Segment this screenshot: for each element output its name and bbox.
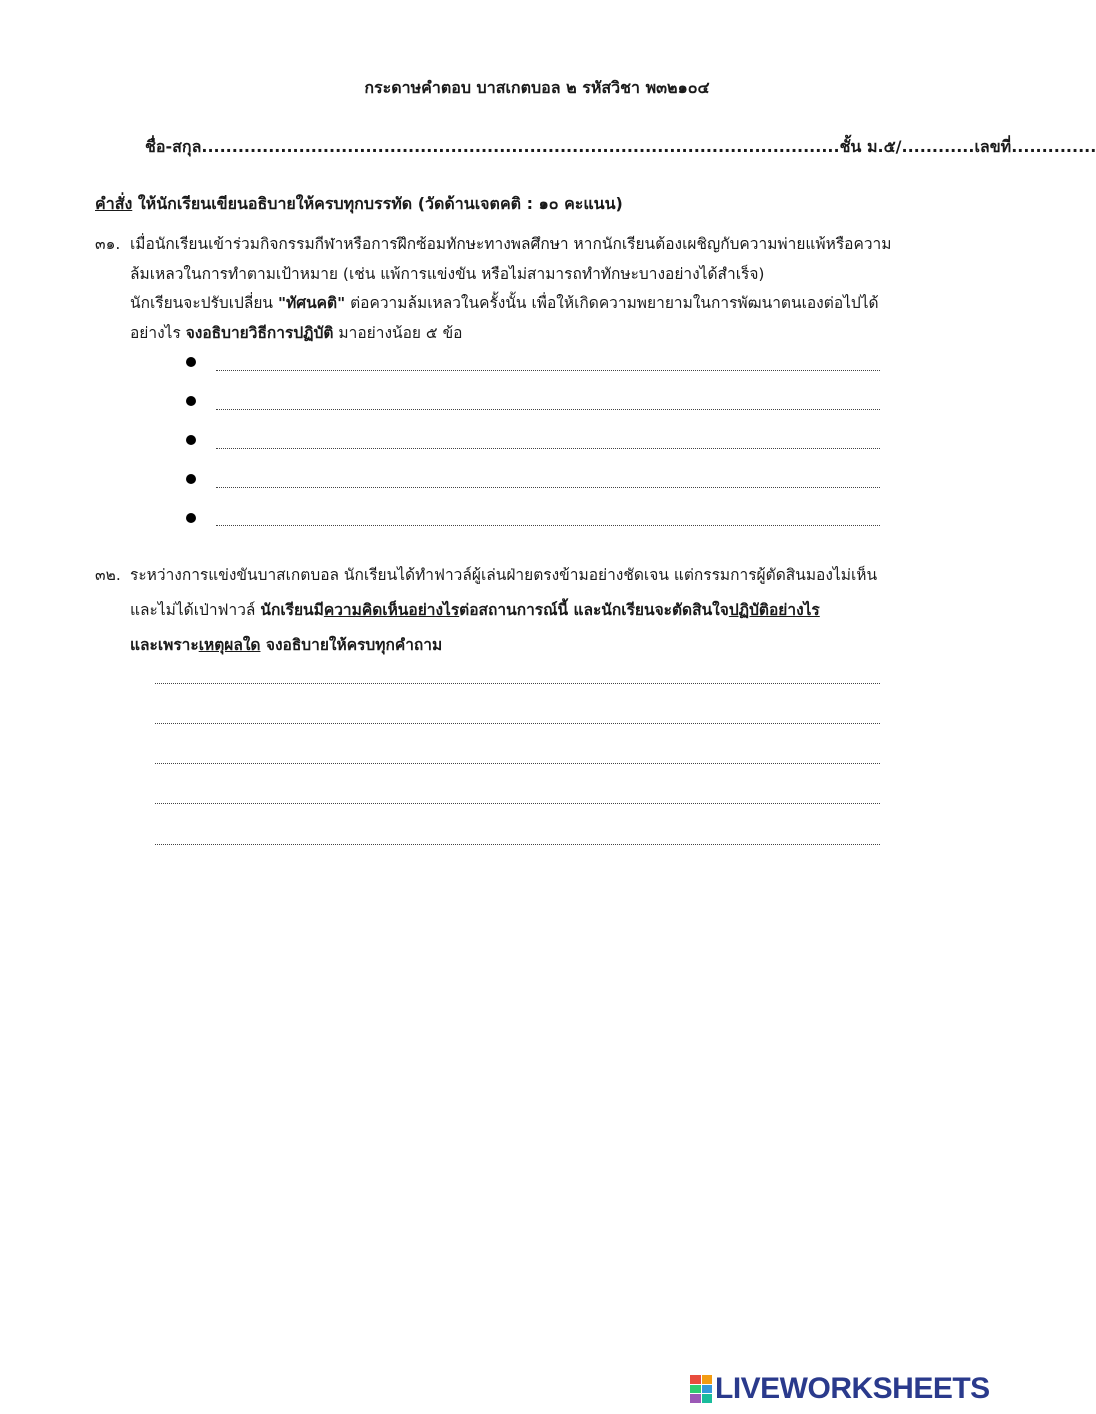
bullet-icon xyxy=(186,474,196,484)
q32-line2-bold: นักเรียนมี xyxy=(260,601,324,619)
q31-line3-rest: ต่อความล้มเหลวในครั้งนั้น เพื่อให้เกิดความพยายามในการพัฒนาตนเองต่อไปได้ xyxy=(345,294,879,312)
q31-method-term: จงอธิบายวิธีการปฏิบัติ xyxy=(185,324,334,342)
q32-answer-line-2[interactable] xyxy=(155,723,880,724)
liveworksheets-mark-icon xyxy=(690,1375,712,1403)
instructions xyxy=(95,192,623,217)
q31-answer-line-3[interactable] xyxy=(216,448,880,449)
q32-line3-rest: จงอธิบายให้ครบทุกคำถาม xyxy=(260,636,443,654)
q31-line4-text: อย่างไร xyxy=(130,324,186,342)
q32-answer-line-5[interactable] xyxy=(155,844,880,845)
q31-attitude-term: "ทัศนคติ" xyxy=(277,294,346,312)
q31-line4-rest: มาอย่างน้อย ๕ ข้อ xyxy=(333,324,463,342)
instructions-label: คำสั่ง xyxy=(95,194,133,213)
bullet-icon xyxy=(186,435,196,445)
q32-answer-line-1[interactable] xyxy=(155,683,880,684)
name-class-number-field: ชื่อ-สกุล.........................................................................................................ชั้น ม.๕/............เลขที่.............. xyxy=(145,137,1096,156)
q31-line4 xyxy=(130,320,463,345)
liveworksheets-logo xyxy=(690,1374,990,1404)
q32-number: ๓๒. xyxy=(95,566,121,584)
q31-line3 xyxy=(130,290,879,315)
q32-action-term: ปฏิบัติอย่างไร xyxy=(728,601,820,619)
q31-number: ๓๑. xyxy=(95,235,121,253)
q31-line1: เมื่อนักเรียนเข้าร่วมกิจกรรมกีฬาหรือการฝึกซ้อมทักษะทางพลศึกษา หากนักเรียนต้องเผชิญกับความพ่ายแพ้หรือความ xyxy=(130,235,892,253)
bullet-icon xyxy=(186,357,196,367)
q32-answer-line-3[interactable] xyxy=(155,763,880,764)
q32-answer-line-4[interactable] xyxy=(155,803,880,804)
q32-line1: ระหว่างการแข่งขันบาสเกตบอล นักเรียนได้ทำฟาวล์ผู้เล่นฝ่ายตรงข้ามอย่างชัดเจน แต่กรรมการผู้ตัดสินมองไม่เห็น xyxy=(130,566,878,584)
q32-line2 xyxy=(130,597,820,622)
q31-answer-line-5[interactable] xyxy=(216,525,880,526)
q31-answer-line-1[interactable] xyxy=(216,370,880,371)
bullet-icon xyxy=(186,396,196,406)
q32-line2-bold-2: ต่อสถานการณ์นี้ และนักเรียนจะตัดสินใจ xyxy=(459,601,729,619)
page-title: กระดาษคำตอบ บาสเกตบอล ๒ รหัสวิชา พ๓๒๑๐๔ xyxy=(364,78,710,97)
q31-answer-line-2[interactable] xyxy=(216,409,880,410)
q32-line3 xyxy=(130,632,442,657)
q32-line2-text: และไม่ได้เป่าฟาวล์ xyxy=(130,601,261,619)
q31-line3-text: นักเรียนจะปรับเปลี่ยน xyxy=(130,294,278,312)
q32-line3-text: และเพราะ xyxy=(130,636,199,654)
bullet-icon xyxy=(186,513,196,523)
q31-line2: ล้มเหลวในการทำตามเป้าหมาย (เช่น แพ้การแข่งขัน หรือไม่สามารถทำทักษะบางอย่างได้สำเร็จ) xyxy=(130,265,765,283)
q31-answer-line-4[interactable] xyxy=(216,487,880,488)
logo-text: LIVEWORKSHEETS xyxy=(715,1372,990,1405)
q32-opinion-term: ความคิดเห็นอย่างไร xyxy=(323,601,460,619)
instructions-text: ให้นักเรียนเขียนอธิบายให้ครบทุกบรรทัด (วัดด้านเจตคติ : ๑๐ คะแนน) xyxy=(132,194,623,213)
q32-reason-term: เหตุผลใด xyxy=(198,636,261,654)
